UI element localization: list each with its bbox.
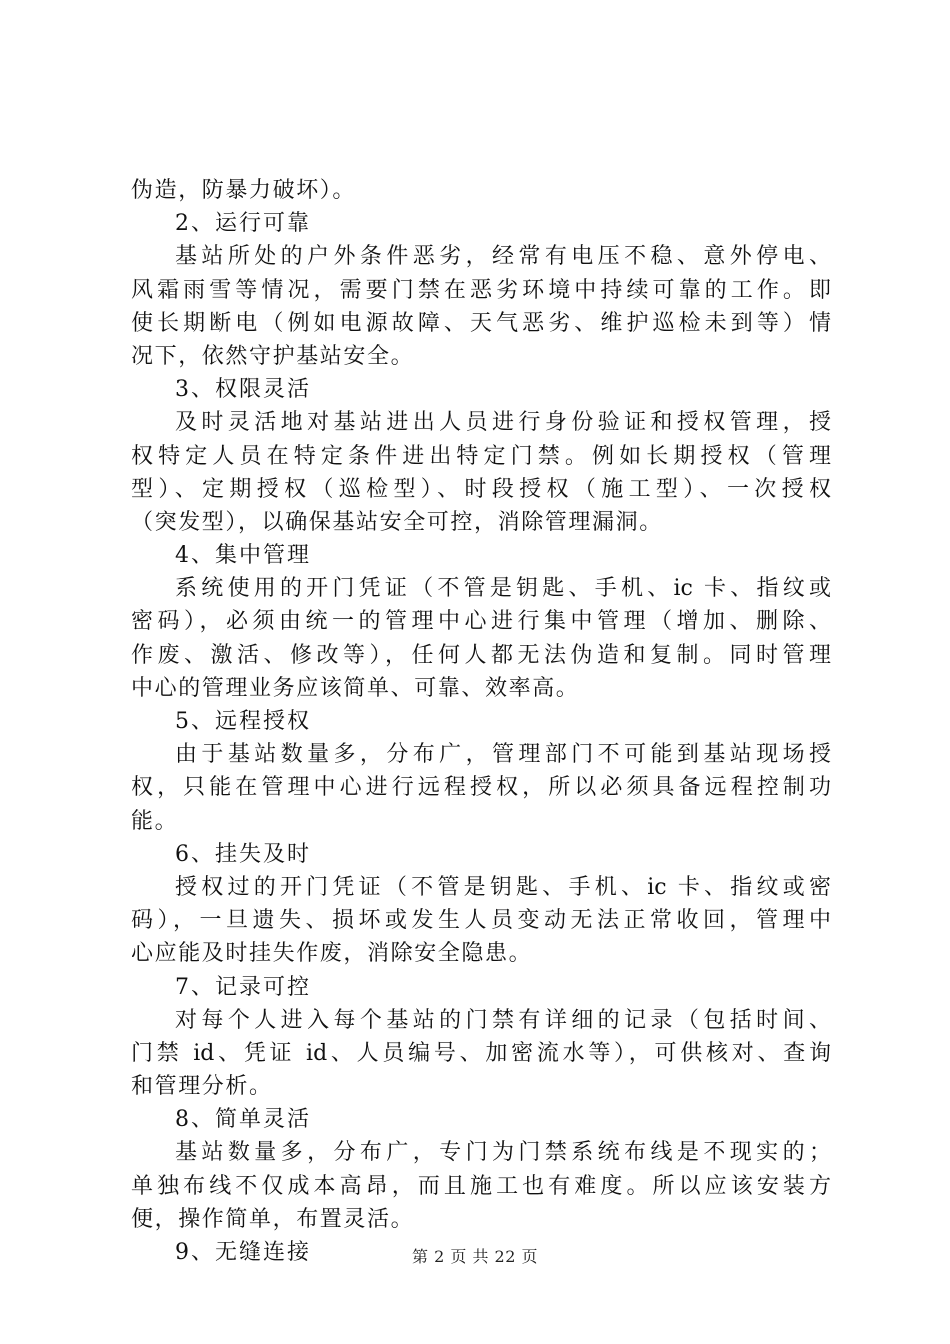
paragraph-line: 风霜雨雪等情况，需要门禁在恶劣环境中持续可靠的工作。即 <box>131 277 831 303</box>
paragraph-line: 和管理分析。 <box>131 1074 273 1100</box>
section-heading: 6、挂失及时 <box>175 841 311 867</box>
section-heading: 2、运行可靠 <box>175 211 311 237</box>
paragraph-line: 由于基站数量多，分布广，管理部门不可能到基站现场授 <box>175 742 831 768</box>
paragraph-line: 对每个人进入每个基站的门禁有详细的记录（包括时间、 <box>175 1007 831 1033</box>
paragraph-line: 授权过的开门凭证（不管是钥匙、手机、ic 卡、指纹或密 <box>175 874 831 900</box>
paragraph-line: 使长期断电（例如电源故障、天气恶劣、维护巡检未到等）情 <box>131 310 831 336</box>
section-heading: 8、简单灵活 <box>175 1107 311 1133</box>
paragraph-line: 系统使用的开门凭证（不管是钥匙、手机、ic 卡、指纹或 <box>175 576 831 602</box>
paragraph-line: 权特定人员在特定条件进出特定门禁。例如长期授权（管理 <box>131 443 831 469</box>
paragraph-line: 权，只能在管理中心进行远程授权，所以必须具备远程控制功 <box>131 775 831 801</box>
page-footer: 第 2 页 共 22 页 <box>412 1247 538 1266</box>
paragraph-line: 能。 <box>131 808 179 834</box>
paragraph-line: 密码），必须由统一的管理中心进行集中管理（增加、删除、 <box>131 609 831 635</box>
paragraph-line: 基站所处的户外条件恶劣，经常有电压不稳、意外停电、 <box>175 244 831 270</box>
document-body <box>131 174 831 1269</box>
section-heading: 5、远程授权 <box>175 709 311 734</box>
paragraph-line: 心应能及时挂失作废，消除安全隐患。 <box>131 941 533 967</box>
section-heading: 3、权限灵活 <box>175 377 311 403</box>
paragraph-line: 中心的管理业务应该简单、可靠、效率高。 <box>131 675 580 701</box>
paragraph-line: 伪造，防暴力破坏）。 <box>131 178 357 203</box>
paragraph-line: （突发型），以确保基站安全可控，消除管理漏洞。 <box>131 509 663 535</box>
section-heading: 4、集中管理 <box>175 543 311 569</box>
paragraph-line: 门禁 id、凭证 id、人员编号、加密流水等），可供核对、查询 <box>131 1040 831 1066</box>
paragraph-line: 作废、激活、修改等），任何人都无法伪造和复制。同时管理 <box>131 642 831 668</box>
paragraph-line: 便，操作简单，布置灵活。 <box>131 1206 415 1232</box>
paragraph-line: 单独布线不仅成本高昂，而且施工也有难度。所以应该安装方 <box>131 1173 831 1199</box>
section-heading: 7、记录可控 <box>175 974 311 1000</box>
paragraph-line: 基站数量多，分布广，专门为门禁系统布线是不现实的； <box>175 1140 831 1166</box>
paragraph-line: 及时灵活地对基站进出人员进行身份验证和授权管理，授 <box>175 410 831 436</box>
paragraph-line: 型）、定期授权（巡检型）、时段授权（施工型）、一次授权 <box>131 476 831 502</box>
section-heading: 9、无缝连接 <box>175 1240 311 1265</box>
paragraph-line: 况下，依然守护基站安全。 <box>131 343 415 369</box>
paragraph-line: 码），一旦遗失、损坏或发生人员变动无法正常收回，管理中 <box>131 908 831 934</box>
